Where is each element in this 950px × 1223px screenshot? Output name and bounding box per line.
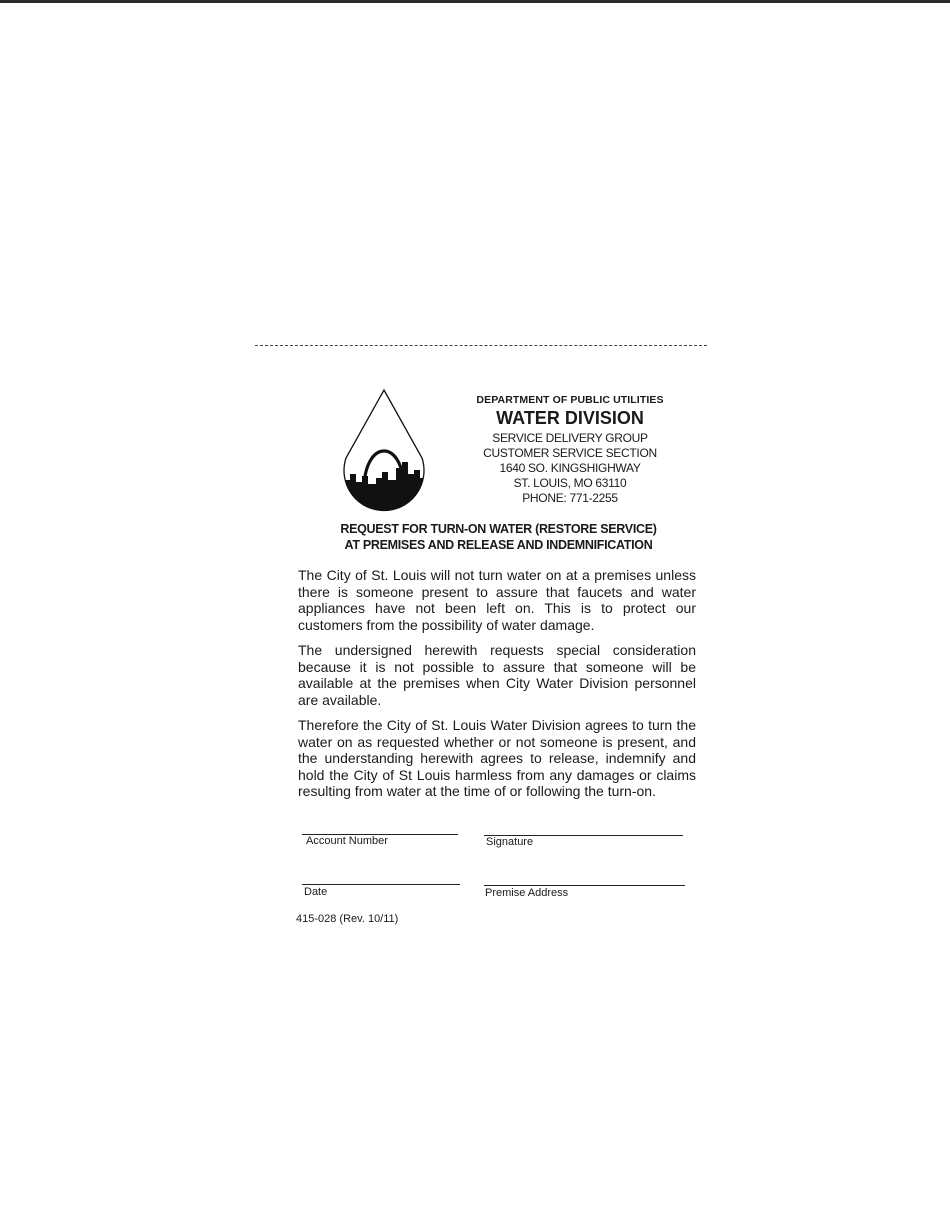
division-name: WATER DIVISION [496,408,644,428]
document-body [298,567,696,809]
date-label: Date [304,886,328,898]
body-paragraph: The City of St. Louis will not turn water on at a premises unless there is someone present to assure that faucets and water appliances have not been left on. This is to protect our customers from the possibility of water damage. [298,567,696,633]
address-line: ST. LOUIS, MO 63110 [513,476,627,490]
signature-label: Signature [486,836,534,848]
cut-line [255,345,707,346]
premise-address-label: Premise Address [485,887,569,899]
body-paragraph: The undersigned herewith requests special consideration because it is not possible to assure that someone will be available at the premises when City Water Division personnel are available. [298,642,696,708]
water-drop-arch-logo [340,388,428,514]
address-line: 1640 SO. KINGSHIGHWAY [499,461,641,475]
department-name: DEPARTMENT OF PUBLIC UTILITIES [476,394,664,406]
address-line: CUSTOMER SERVICE SECTION [483,446,657,460]
page-top-edge [0,0,950,3]
title-line: AT PREMISES AND RELEASE AND INDEMNIFICATION [344,538,653,552]
premise-address-line[interactable] [484,885,685,886]
date-line[interactable] [302,884,460,885]
body-paragraph: Therefore the City of St. Louis Water Division agrees to turn the water on as requested whether or not someone is present, and the understanding herewith agrees to release, indemnify and hold the City of St Louis harmless from any damages or claims resulting from water at the time of or following the turn-on. [298,717,696,799]
phone-line: PHONE: 771-2255 [522,491,618,505]
account-number-label: Account Number [306,835,388,847]
document-title [300,521,697,553]
city-skyline [340,462,428,514]
title-line: REQUEST FOR TURN-ON WATER (RESTORE SERVICE) [340,522,657,536]
address-line: SERVICE DELIVERY GROUP [492,431,648,445]
department-header [460,394,680,506]
form-number: 415-028 (Rev. 10/11) [296,913,399,925]
